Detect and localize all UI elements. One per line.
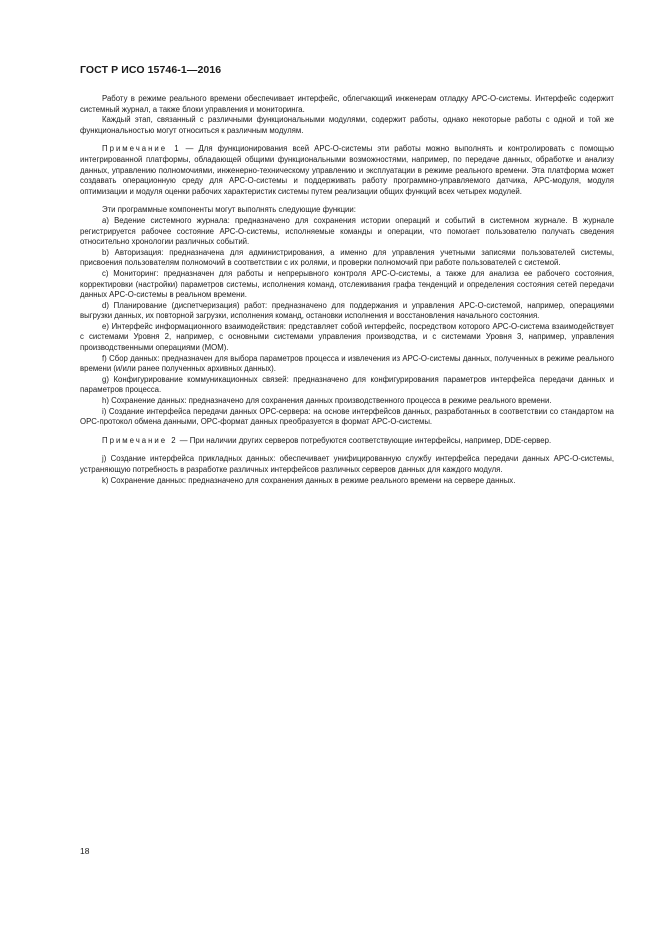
- list-item-g: g) Конфигурирование коммуникационных связей: предназначено для конфигурирования параметров интерфейса передачи данных и параметров процесса.: [80, 374, 614, 395]
- list-item-d: d) Планирование (диспетчеризация) работ: предназначено для поддержания и управления АРС-О-системой, например, операциями выгрузки данных, их повторной загрузки, исполнения команд, остановки исполнения и восстановления начального состояния.: [80, 300, 614, 321]
- note-text: — Для функционирования всей АРС-О-системы эти работы можно выполнять и контролировать с помощью интегрированной платформы, обладающей общими функциональными возможностями, например, по передаче данных, обработке и анализу данных, управлению полномочиями, инженерно-техническому управлению и эксплуатации в режиме реального времени. Эта платформа может создавать операционную среду для АРС-О-системы и поддерживать работу программно-управляемого датчика, АРС-модуля, модуля оптимизации и модуля оценки рабочих характеристик системы путем реализации общих функций всех четырех модулей.: [80, 144, 615, 196]
- note-label: Примечание 2: [102, 435, 178, 445]
- list-item-k: k) Сохранение данных: предназначено для сохранения данных в режиме реального времени на сервере данных.: [102, 475, 516, 485]
- note-label: Примечание 1: [102, 144, 181, 154]
- list-item-b: b) Авторизация: предназначена для администрирования, а именно для управления учетными записями пользователей системы, присвоения пользователям полномочий в соответствии с их ролями, и проверки полномочий при работе пользователей с системой.: [80, 247, 614, 268]
- list-item-h: h) Сохранение данных: предназначено для сохранения данных производственного процесса в режиме реального времени.: [102, 396, 552, 406]
- note-2: [80, 436, 614, 447]
- list-item-e: e) Интерфейс информационного взаимодействия: представляет собой интерфейс, посредством которого АРС-О-система взаимодействует с системами Уровня 2, например, с основными системами управления производства, и с системами Уровня 3, например, управления производственными операциями (МОМ).: [80, 321, 614, 353]
- note-text: — При наличии других серверов потребуются соответствующие интерфейсы, например, DDE-сервер.: [177, 435, 552, 445]
- list-item-a: a) Ведение системного журнала: предназначено для сохранения истории операций и событий в системном журнале. В журнале регистрируется рабочее состояние АРС-О-системы, исполняемые команды и операции, что помогает пользователю получать сведения относительно хронологии различных событий.: [80, 215, 614, 247]
- document-body: [80, 94, 614, 486]
- note-1: [80, 144, 614, 197]
- page-number: 18: [80, 846, 90, 856]
- list-item-i: i) Создание интерфейса передачи данных OPC-сервера: на основе интерфейсов данных, разработанных в соответствии со стандартом на OPC-протокол обмена данными, OPC-формат данных преобразуется в формат АРС-О-системы.: [80, 406, 614, 427]
- list-item-f: f) Сбор данных: предназначен для выбора параметров процесса и извлечения из АРС-О-системы данных, полученных в режиме реального времени (и/или ранее полученных архивных данных).: [80, 353, 614, 374]
- list-item-j: j) Создание интерфейса прикладных данных: обеспечивает унифицированную службу интерфейса передачи данных АРС-О-системы, устраняющую потребность в разработке различных интерфейсов различных серверов данных для каждого модуля.: [80, 454, 614, 474]
- paragraph: Каждый этап, связанный с различными функциональными модулями, содержит работы, однако некоторые работы с одной и той же функциональностью могут относиться к различным модулям.: [80, 115, 614, 135]
- list-item-c: c) Мониторинг: предназначен для работы и непрерывного контроля АРС-О-системы, а также для анализа ее рабочего состояния, корректировки (настройки) параметров системы, исполнения команд, отслеживания графа тенденций и определения состояния сетей передачи данных АРС-О-системы в реальном времени.: [80, 268, 614, 300]
- paragraph: Работу в режиме реального времени обеспечивает интерфейс, облегчающий инженерам отладку АРС-О-системы. Интерфейс содержит системный журнал, а также блоки управления и мониторинга.: [80, 94, 614, 114]
- document-header: ГОСТ Р ИСО 15746-1—2016: [80, 64, 222, 76]
- functions-intro: Эти программные компоненты могут выполнять следующие функции:: [102, 205, 356, 215]
